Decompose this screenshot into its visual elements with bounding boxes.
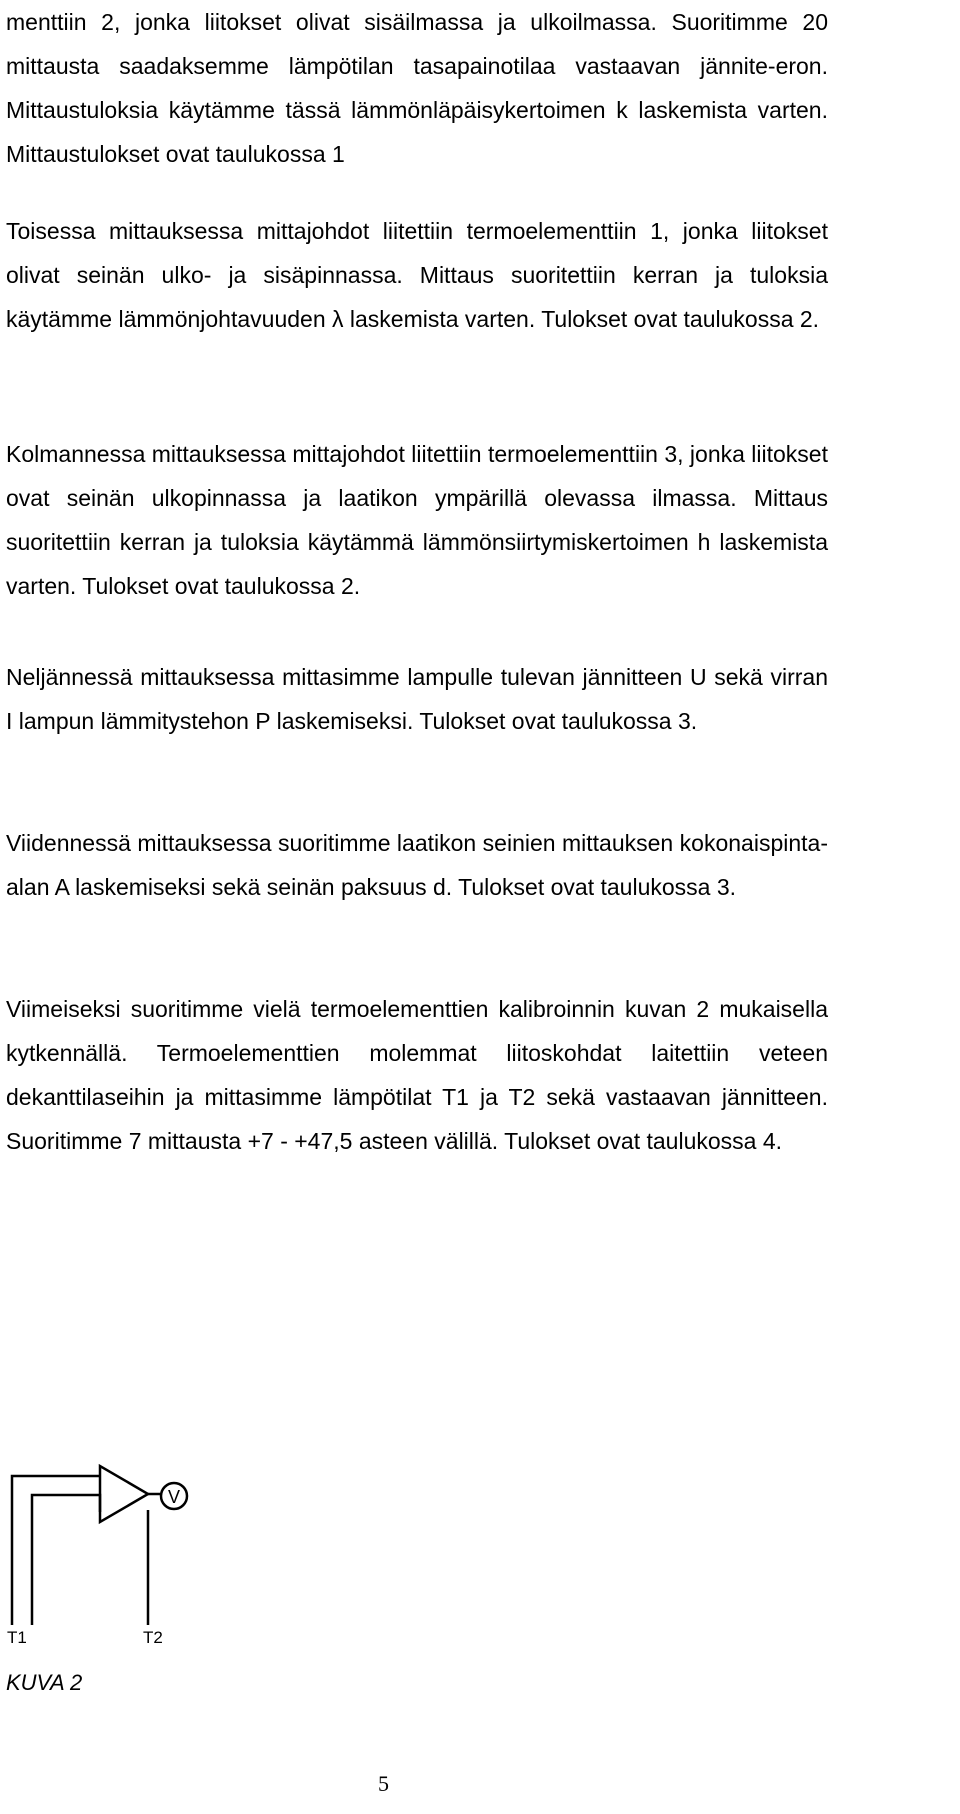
paragraph-fourth-measurement: Neljännessä mittauksessa mittasimme lampulle tulevan jännitteen U sekä virran I lampun lämmitystehon P laskemiseksi. Tulokset ovat taulukossa 3. (6, 664, 828, 734)
paragraph-second-measurement: Toisessa mittauksessa mittajohdot liitettiin termoelementtiin 1, jonka liitokset olivat seinän ulko- ja sisäpinnassa. Mittaus suoritettiin kerran ja tuloksia käytämme lämmönjohtavuuden λ laskemista varten. Tulokset ovat taulukossa 2. (6, 218, 828, 332)
page-number: 5 (378, 1771, 389, 1796)
amplifier-triangle (100, 1466, 148, 1522)
paragraph-calibration: Viimeiseksi suoritimme vielä termoelementtien kalibroinnin kuvan 2 mukaisella kytkennällä. Termoelementtien molemmat liitoskohdat laitettiin veteen dekanttilaseihin ja mittasimme lämpötilat T1 ja T2 sekä vastaavan jännitteen. Suoritimme 7 mittausta +7 - +47,5 asteen välillä. Tulokset ovat taulukossa 4. (6, 996, 828, 1154)
figure-caption: KUVA 2 (6, 1670, 83, 1695)
paragraph-third-measurement: Kolmannessa mittauksessa mittajohdot liitettiin termoelementtiin 3, jonka liitokset ovat seinän ulkopinnassa ja laatikon ympärillä olevassa ilmassa. Mittaus suoritettiin kerran ja tuloksia käytämmä lämmönsiirtymiskertoimen h laskemista varten. Tulokset ovat taulukossa 2. (6, 441, 828, 599)
label-t2: T2 (143, 1628, 163, 1647)
outer-wire (12, 1476, 100, 1625)
thermocouple-circuit-diagram (0, 1460, 240, 1700)
label-t1: T1 (7, 1628, 27, 1647)
voltmeter-label: V (167, 1487, 181, 1507)
paragraph-first-measurement: menttiin 2, jonka liitokset olivat sisäilmassa ja ulkoilmassa. Suoritimme 20 mittausta saadaksemme lämpötilan tasapainotilaa vastaavan jännite-eron. Mittaustuloksia käytämme tässä lämmönläpäisykertoimen k laskemista varten. Mittaustulokset ovat taulukossa 1 (6, 9, 828, 167)
paragraph-fifth-measurement: Viidennessä mittauksessa suoritimme laatikon seinien mittauksen kokonaispinta-alan A laskemiseksi sekä seinän paksuus d. Tulokset ovat taulukossa 3. (6, 830, 828, 900)
inner-wire (32, 1495, 100, 1625)
